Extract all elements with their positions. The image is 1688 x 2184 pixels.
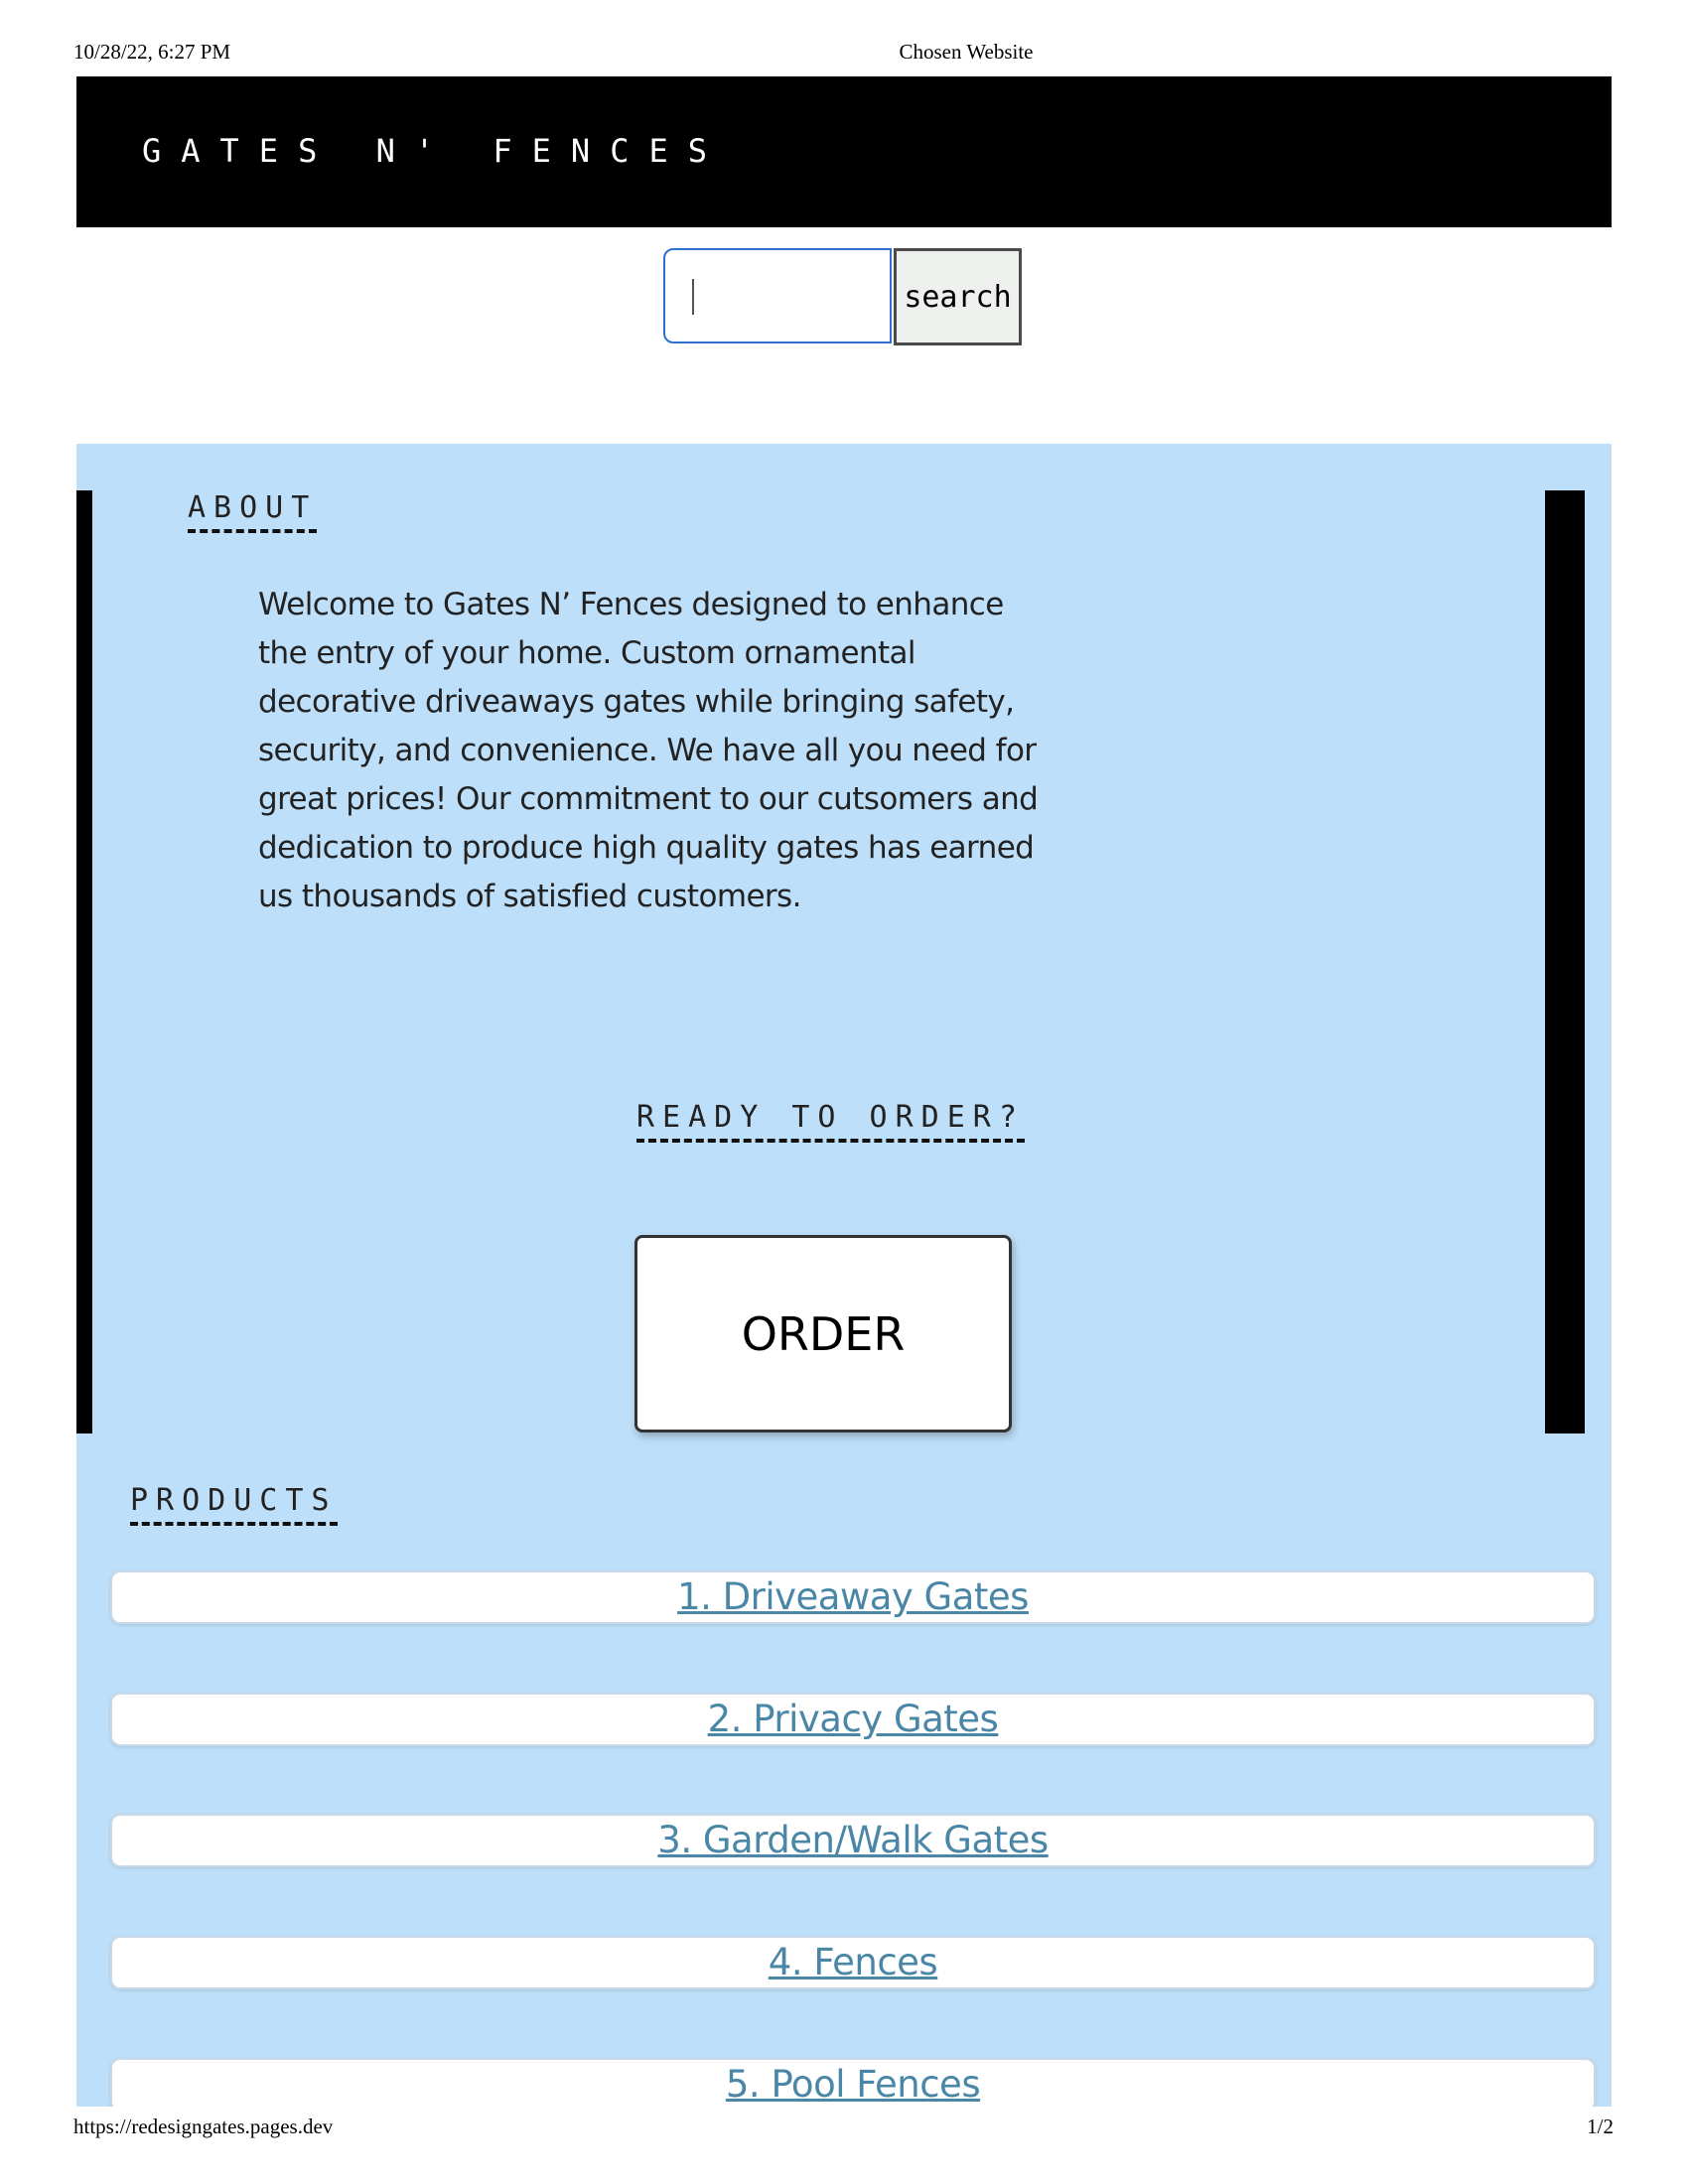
print-page-number: 1/2 — [1587, 2115, 1614, 2138]
search-button[interactable]: search — [894, 248, 1022, 345]
product-link-driveaway-gates[interactable]: 1. Driveaway Gates — [677, 1575, 1029, 1618]
print-footer — [0, 2115, 1688, 2142]
print-datetime: 10/28/22, 6:27 PM — [73, 40, 231, 64]
product-link-garden-walk-gates[interactable]: 3. Garden/Walk Gates — [657, 1819, 1049, 1861]
right-decorative-bar — [1545, 490, 1585, 1433]
product-list-item — [110, 2058, 1596, 2107]
product-link-privacy-gates[interactable]: 2. Privacy Gates — [707, 1698, 999, 1740]
product-list-item — [110, 1936, 1596, 1989]
left-decorative-bar — [76, 490, 92, 1433]
main-content — [76, 444, 1612, 2107]
product-list-item — [110, 1814, 1596, 1867]
web-page — [76, 76, 1612, 2107]
product-list-item — [110, 1570, 1596, 1624]
search-input[interactable] — [663, 248, 892, 343]
print-url: https://redesigngates.pages.dev — [73, 2115, 334, 2138]
print-page-title: Chosen Website — [899, 40, 1034, 64]
ready-to-order-heading: READY TO ORDER? — [636, 1099, 1025, 1143]
product-link-pool-fences[interactable]: 5. Pool Fences — [725, 2063, 981, 2106]
search-bar — [76, 227, 1612, 444]
site-header — [76, 76, 1612, 227]
text-cursor — [692, 279, 694, 315]
product-link-fences[interactable]: 4. Fences — [768, 1941, 938, 1983]
about-heading: ABOUT — [188, 489, 317, 533]
product-list-item — [110, 1693, 1596, 1746]
print-header — [0, 40, 1688, 68]
site-brand-logo[interactable]: GATES N' FENCES — [142, 132, 727, 170]
order-button[interactable]: ORDER — [634, 1235, 1012, 1433]
products-heading: PRODUCTS — [130, 1482, 338, 1526]
about-text: Welcome to Gates N’ Fences designed to enhance the entry of your home. Custom ornamental decorative driveaways gates while bringing safety, security, and convenience. We have all you need for great prices! Our commitment to our cutsomers and dedication to produce high quality gates has earned us thousands of satisfied customers. — [258, 587, 1039, 914]
